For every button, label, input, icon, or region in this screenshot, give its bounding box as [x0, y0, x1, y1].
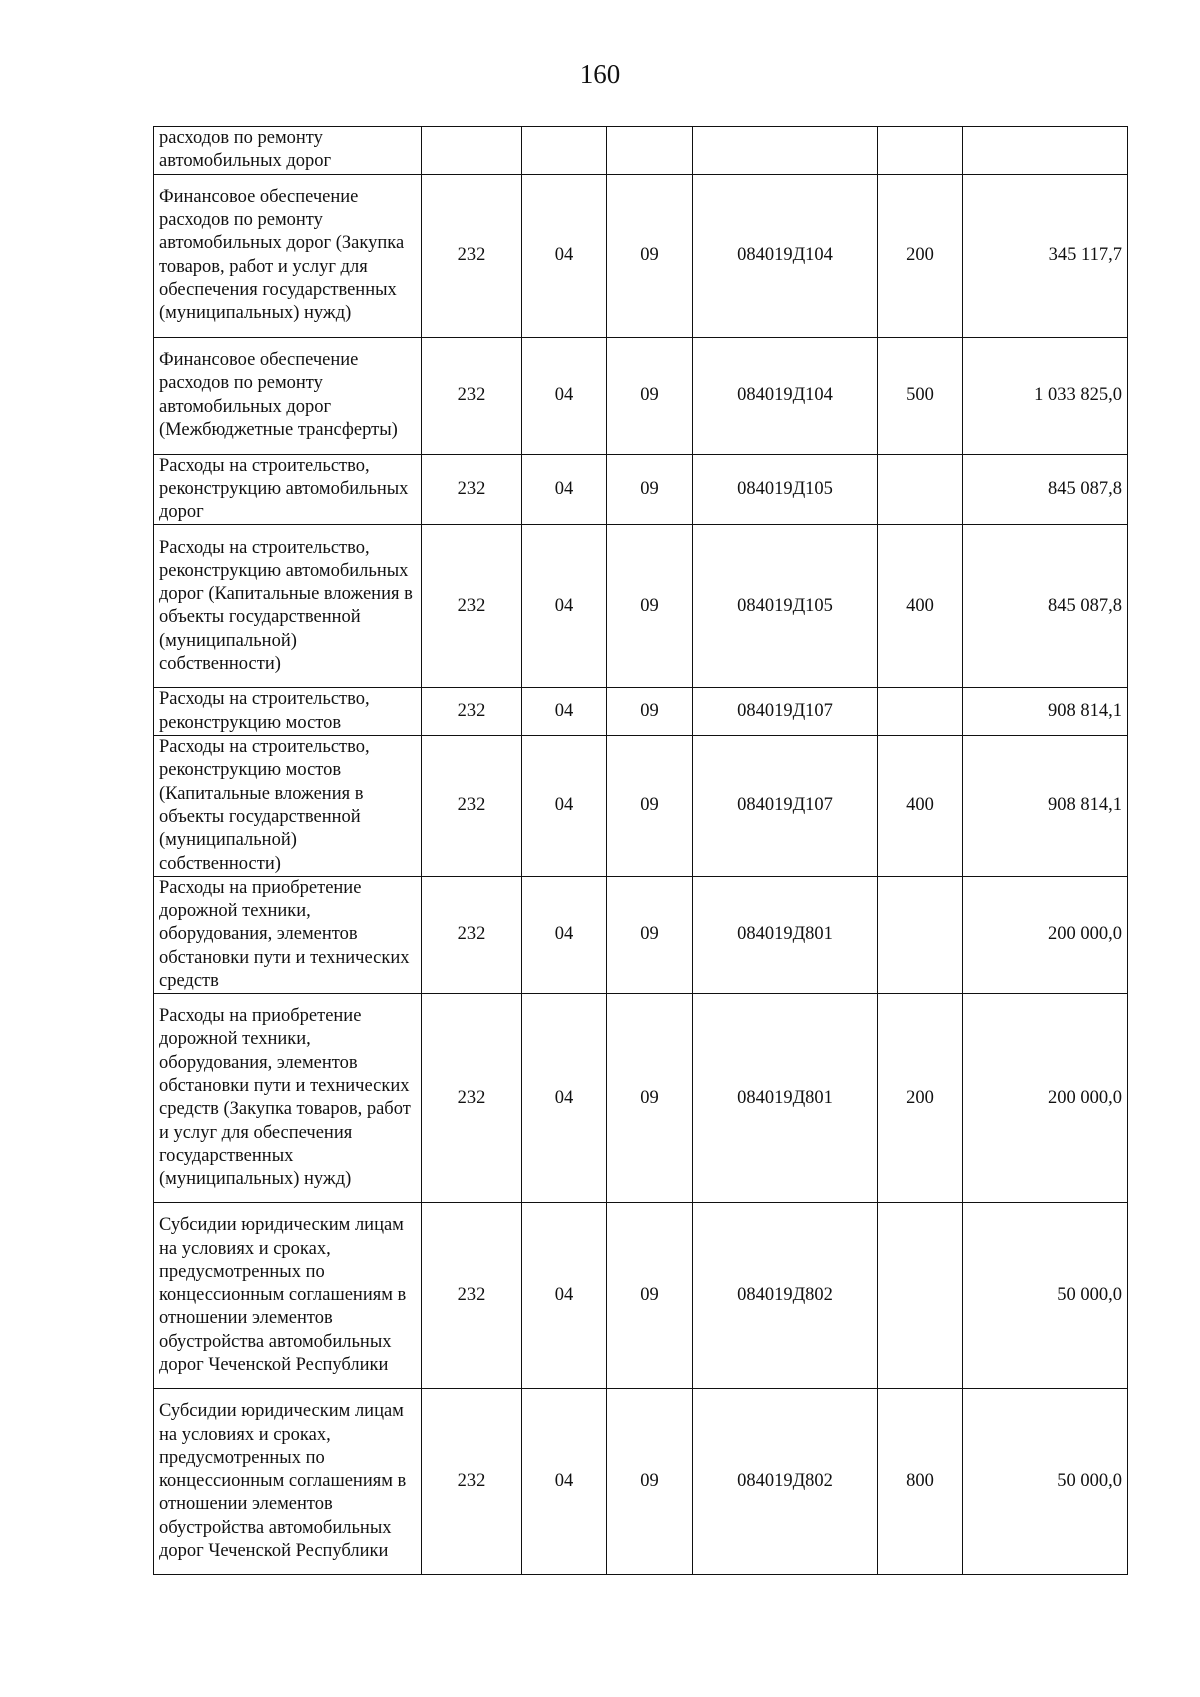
row-grbs: 232 — [422, 1203, 522, 1389]
row-section: 04 — [522, 174, 607, 337]
row-name: Финансовое обеспечение расходов по ремонту автомобильных дорог (Закупка товаров, работ и услуг для обеспечения государственных (муниципальных) нужд) — [154, 174, 422, 337]
table-row — [154, 337, 1128, 454]
row-subsection: 09 — [607, 688, 693, 736]
row-sum: 50 000,0 — [963, 1389, 1128, 1575]
row-sum: 845 087,8 — [963, 525, 1128, 688]
row-expense-type: 400 — [878, 525, 963, 688]
row-grbs: 232 — [422, 525, 522, 688]
row-expense-type — [878, 688, 963, 736]
row-subsection: 09 — [607, 337, 693, 454]
row-subsection: 09 — [607, 174, 693, 337]
row-name: Расходы на строительство, реконструкцию автомобильных дорог — [154, 454, 422, 525]
row-section: 04 — [522, 994, 607, 1203]
row-sum — [963, 127, 1128, 175]
row-grbs: 232 — [422, 1389, 522, 1575]
row-expense-type — [878, 1203, 963, 1389]
row-expense-type — [878, 876, 963, 993]
row-expense-type: 500 — [878, 337, 963, 454]
page-number: 160 — [579, 59, 621, 89]
row-section: 04 — [522, 1389, 607, 1575]
row-target-article: 084019Д802 — [693, 1389, 878, 1575]
row-grbs: 232 — [422, 337, 522, 454]
row-subsection: 09 — [607, 1203, 693, 1389]
row-section — [522, 127, 607, 175]
table-row — [154, 454, 1128, 525]
row-expense-type: 800 — [878, 1389, 963, 1575]
row-grbs: 232 — [422, 174, 522, 337]
row-subsection: 09 — [607, 454, 693, 525]
row-sum: 200 000,0 — [963, 994, 1128, 1203]
row-section: 04 — [522, 736, 607, 877]
table-row — [154, 1389, 1128, 1575]
budget-table — [153, 126, 1128, 1575]
table-row — [154, 1203, 1128, 1389]
row-section: 04 — [522, 1203, 607, 1389]
row-target-article: 084019Д105 — [693, 525, 878, 688]
row-sum: 345 117,7 — [963, 174, 1128, 337]
row-subsection: 09 — [607, 1389, 693, 1575]
row-grbs: 232 — [422, 994, 522, 1203]
row-expense-type: 200 — [878, 994, 963, 1203]
row-section: 04 — [522, 688, 607, 736]
row-target-article: 084019Д801 — [693, 876, 878, 993]
row-target-article: 084019Д801 — [693, 994, 878, 1203]
row-section: 04 — [522, 525, 607, 688]
row-target-article: 084019Д104 — [693, 337, 878, 454]
table-row — [154, 127, 1128, 175]
row-target-article: 084019Д105 — [693, 454, 878, 525]
row-expense-type — [878, 454, 963, 525]
row-expense-type — [878, 127, 963, 175]
row-target-article: 084019Д104 — [693, 174, 878, 337]
row-name: Расходы на строительство, реконструкцию автомобильных дорог (Капитальные вложения в объекты государственной (муниципальной) собственности) — [154, 525, 422, 688]
row-sum: 908 814,1 — [963, 688, 1128, 736]
row-grbs: 232 — [422, 736, 522, 877]
row-sum: 908 814,1 — [963, 736, 1128, 877]
row-name: Расходы на приобретение дорожной техники, оборудования, элементов обстановки пути и технических средств (Закупка товаров, работ и услуг для обеспечения государственных (муниципальных) нужд) — [154, 994, 422, 1203]
table-row — [154, 174, 1128, 337]
row-name: Расходы на строительство, реконструкцию мостов (Капитальные вложения в объекты государственной (муниципальной) собственности) — [154, 736, 422, 877]
row-name: расходов по ремонту автомобильных дорог — [154, 127, 422, 175]
row-grbs: 232 — [422, 688, 522, 736]
row-name: Расходы на приобретение дорожной техники, оборудования, элементов обстановки пути и технических средств — [154, 876, 422, 993]
table-row — [154, 525, 1128, 688]
row-sum: 1 033 825,0 — [963, 337, 1128, 454]
row-sum: 200 000,0 — [963, 876, 1128, 993]
row-grbs: 232 — [422, 876, 522, 993]
row-subsection: 09 — [607, 736, 693, 877]
row-target-article: 084019Д802 — [693, 1203, 878, 1389]
row-target-article: 084019Д107 — [693, 736, 878, 877]
row-subsection: 09 — [607, 994, 693, 1203]
row-subsection — [607, 127, 693, 175]
row-grbs: 232 — [422, 454, 522, 525]
row-name: Расходы на строительство, реконструкцию мостов — [154, 688, 422, 736]
row-section: 04 — [522, 454, 607, 525]
row-target-article: 084019Д107 — [693, 688, 878, 736]
table-row — [154, 876, 1128, 993]
row-sum: 50 000,0 — [963, 1203, 1128, 1389]
row-section: 04 — [522, 876, 607, 993]
table-row — [154, 736, 1128, 877]
row-name: Субсидии юридическим лицам на условиях и сроках, предусмотренных по концессионным соглашениям в отношении элементов обустройства автомобильных дорог Чеченской Республики — [154, 1203, 422, 1389]
table-row — [154, 994, 1128, 1203]
row-subsection: 09 — [607, 525, 693, 688]
row-name: Субсидии юридическим лицам на условиях и сроках, предусмотренных по концессионным соглашениям в отношении элементов обустройства автомобильных дорог Чеченской Республики — [154, 1389, 422, 1575]
row-expense-type: 200 — [878, 174, 963, 337]
row-subsection: 09 — [607, 876, 693, 993]
row-grbs — [422, 127, 522, 175]
row-name: Финансовое обеспечение расходов по ремонту автомобильных дорог (Межбюджетные трансферты) — [154, 337, 422, 454]
row-sum: 845 087,8 — [963, 454, 1128, 525]
row-section: 04 — [522, 337, 607, 454]
row-target-article — [693, 127, 878, 175]
table-row — [154, 688, 1128, 736]
row-expense-type: 400 — [878, 736, 963, 877]
